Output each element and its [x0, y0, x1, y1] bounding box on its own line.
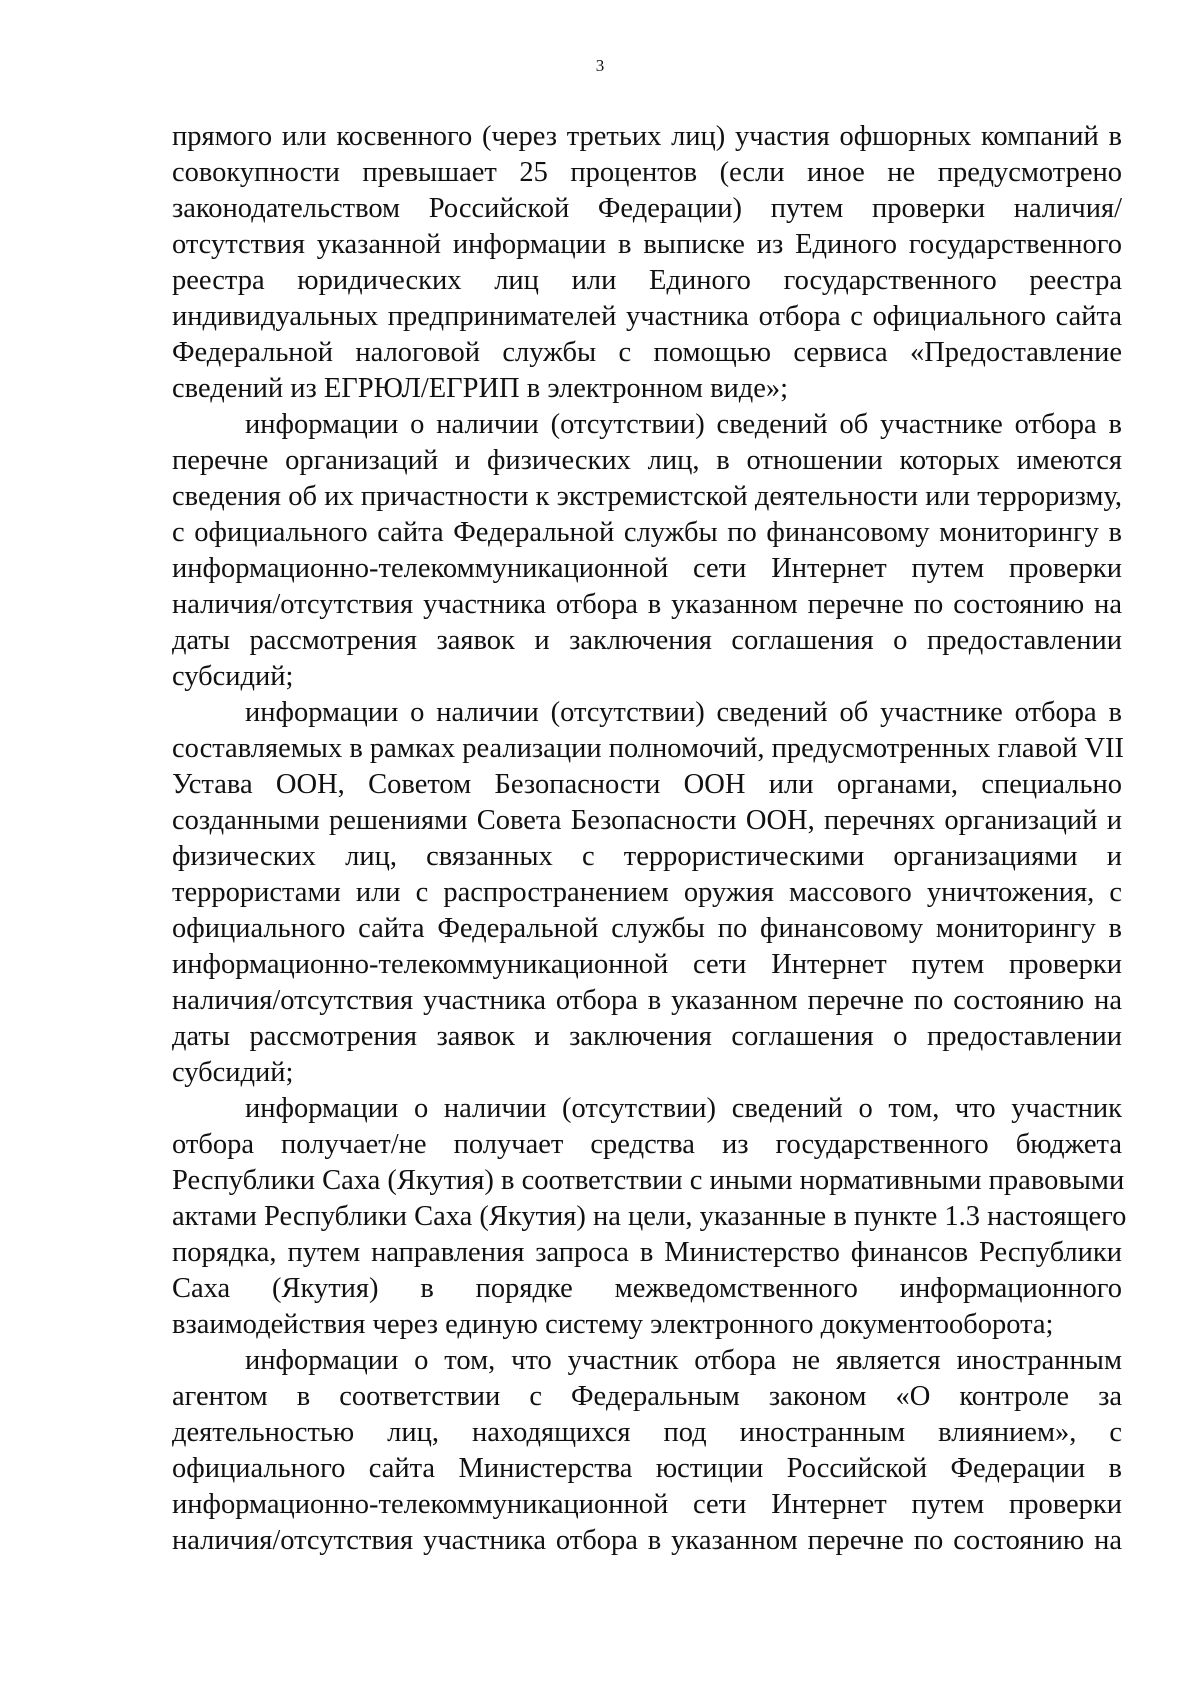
text-line: взаимодействия через единую систему электронного документооборота;: [172, 1309, 1054, 1340]
text-line: прямого или косвенного (через третьих лиц) участия офшорных компаний в: [172, 121, 1122, 152]
text-line: реестра юридических лиц или Единого государственного реестра: [172, 265, 1122, 296]
text-line: отсутствия указанной информации в выписке из Единого государственного: [172, 229, 1122, 260]
document-body: [172, 119, 1127, 1559]
text-line: информационно-телекоммуникационной сети Интернет путем проверки: [172, 553, 1122, 584]
text-line: наличия/отсутствия участника отбора в указанном перечне по состоянию на: [172, 1525, 1122, 1556]
paragraph: [172, 119, 1122, 407]
text-line: Республики Саха (Якутия) в соответствии с иными нормативными правовыми: [172, 1165, 1125, 1196]
text-line: даты рассмотрения заявок и заключения соглашения о предоставлении: [172, 1021, 1122, 1052]
text-line: информации о наличии (отсутствии) сведений об участнике отбора в: [245, 697, 1122, 728]
text-line: совокупности превышает 25 процентов (если иное не предусмотрено: [172, 157, 1122, 188]
paragraph: [172, 407, 1122, 695]
text-line: агентом в соответствии с Федеральным законом «О контроле за: [172, 1381, 1122, 1412]
text-line: информации о наличии (отсутствии) сведений о том, что участник: [245, 1093, 1122, 1124]
text-line: террористами или с распространением оружия массового уничтожения, с: [172, 877, 1122, 908]
text-line: актами Республики Саха (Якутия) на цели, указанные в пункте 1.3 настоящего: [172, 1201, 1127, 1232]
page-number: 3: [595, 56, 605, 75]
text-line: информационно-телекоммуникационной сети Интернет путем проверки: [172, 949, 1122, 980]
text-line: субсидий;: [172, 1057, 294, 1088]
text-line: физических лиц, связанных с террористическими организациями и: [172, 841, 1122, 872]
text-line: деятельностью лиц, находящихся под иностранным влиянием», с: [172, 1417, 1122, 1448]
text-line: наличия/отсутствия участника отбора в указанном перечне по состоянию на: [172, 589, 1122, 620]
text-line: отбора получает/не получает средства из государственного бюджета: [172, 1129, 1122, 1160]
paragraph: [172, 695, 1125, 1091]
text-line: сведений из ЕГРЮЛ/ЕГРИП в электронном виде»;: [172, 373, 789, 404]
text-line: сведения об их причастности к экстремистской деятельности или терроризму,: [172, 481, 1122, 512]
text-line: созданными решениями Совета Безопасности ООН, перечнях организаций и: [172, 805, 1122, 836]
text-line: официального сайта Федеральной службы по финансовому мониторингу в: [172, 913, 1122, 944]
text-line: составляемых в рамках реализации полномочий, предусмотренных главой VII: [172, 733, 1125, 764]
text-line: перечне организаций и физических лиц, в отношении которых имеются: [172, 445, 1122, 476]
text-line: порядка, путем направления запроса в Министерство финансов Республики: [172, 1237, 1122, 1268]
text-line: законодательством Российской Федерации) путем проверки наличия/: [172, 193, 1122, 224]
text-line: наличия/отсутствия участника отбора в указанном перечне по состоянию на: [172, 985, 1122, 1016]
paragraph: [172, 1343, 1122, 1559]
text-line: информации о наличии (отсутствии) сведений об участнике отбора в: [245, 409, 1122, 440]
text-line: Устава ООН, Советом Безопасности ООН или органами, специально: [172, 769, 1122, 800]
text-line: с официального сайта Федеральной службы по финансовому мониторингу в: [172, 517, 1122, 548]
text-line: Федеральной налоговой службы с помощью сервиса «Предоставление: [172, 337, 1122, 368]
text-line: информационно-телекоммуникационной сети Интернет путем проверки: [172, 1489, 1122, 1520]
text-line: информации о том, что участник отбора не является иностранным: [245, 1345, 1122, 1376]
text-line: субсидий;: [172, 661, 294, 692]
text-line: индивидуальных предпринимателей участника отбора с официального сайта: [172, 301, 1122, 332]
text-line: официального сайта Министерства юстиции Российской Федерации в: [172, 1453, 1122, 1484]
text-line: даты рассмотрения заявок и заключения соглашения о предоставлении: [172, 625, 1122, 656]
paragraph: [172, 1091, 1127, 1343]
text-line: Саха (Якутия) в порядке межведомственного информационного: [172, 1273, 1122, 1304]
